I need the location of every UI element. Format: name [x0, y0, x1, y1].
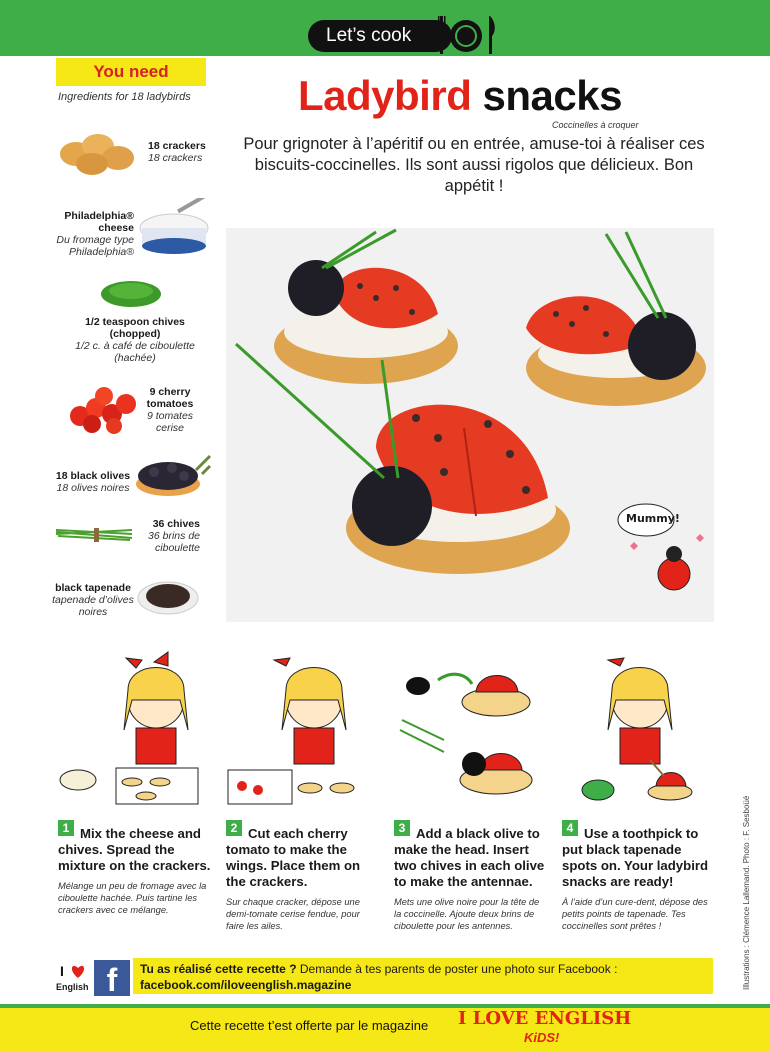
page-title: Ladybird snacks — [298, 72, 622, 119]
step-3-english: Add a black olive to make the head. Insert two chives in each olive to make the antennae. — [394, 826, 545, 889]
you-need-label: You need — [56, 58, 206, 86]
step-4-number: 4 — [562, 820, 578, 836]
intro-text: Pour grignoter à l’apéritif ou en entrée, amuse-toi à réaliser ces biscuits-coccinelles. Ils sont aussi rigolos que délicieux. Bon appétit ! — [243, 135, 705, 195]
cutlery-plate-icon — [438, 14, 502, 56]
ingredients-subtitle: Ingredients for 18 ladybirds — [58, 91, 191, 103]
black-olives-image — [132, 452, 212, 498]
step-1-number: 1 — [58, 820, 74, 836]
step-1-french: Mélange un peu de fromage avec la ciboulette hachée. Puis tartine les crackers avec ce mélange. — [58, 881, 207, 915]
brand-kids-logo: KiDS! — [524, 1030, 560, 1045]
chives-bunch-image — [54, 518, 134, 546]
facebook-question: Tu as réalisé cette recette ? Demande à tes parents de poster une photo sur Facebook : — [140, 962, 618, 976]
step-3-french: Mets une olive noire pour la tête de la coccinelle. Ajoute deux brins de ciboulette pour les antennes. — [394, 897, 540, 931]
step-2-english: Cut each cherry tomato to make the wings. Place them on the crackers. — [226, 826, 361, 889]
ingredient-black-olives: 18 black olives 18 olives noires — [55, 470, 131, 494]
ingredient-chives: 36 chives 36 brins de ciboulette — [148, 518, 200, 554]
credits-text: Illustrations : Clémence Lallemand. Photo : F. Sesboüé — [742, 795, 751, 990]
tapenade-image — [136, 576, 200, 616]
svg-text:I: I — [60, 963, 64, 979]
ingredient-cherry-tomatoes: 9 cherry tomatoes 9 tomates cerise — [146, 386, 194, 434]
ingredient-chopped-chives: 1/2 teaspoon chives (chopped) 1/2 c. à café de ciboulette (hachée) — [75, 316, 195, 364]
step-1-english: Mix the cheese and chives. Spread the mixture on the crackers. — [58, 826, 211, 873]
step-4-illustration — [560, 640, 710, 810]
cherry-tomatoes-image — [66, 382, 138, 434]
step-4-french: À l’aide d’un cure-dent, dépose des petits points de tapenade. Tes coccinelles sont prêtes ! — [562, 897, 708, 931]
step-4-english: Use a toothpick to put black tapenade spots on. Your ladybird snacks are ready! — [562, 826, 709, 889]
heart-icon — [58, 960, 94, 998]
chopped-chives-image — [98, 276, 164, 310]
speech-bubble-text: Mummy! — [626, 512, 680, 525]
lets-cook-label: Let’s cook — [308, 20, 452, 52]
ingredient-tapenade: black tapenade tapenade d’olives noires — [52, 582, 134, 618]
brand-logo: I LOVE ENGLISH — [458, 1008, 632, 1029]
step-2-illustration — [224, 640, 374, 810]
title-french: Coccinelles à croquer — [552, 120, 639, 130]
cheese-tub-image — [136, 198, 216, 256]
ingredient-cheese: Philadelphia® cheese Du fromage type Philadelphia® — [56, 210, 134, 258]
facebook-icon[interactable]: f — [94, 960, 130, 996]
step-3-number: 3 — [394, 820, 410, 836]
crackers-image — [56, 128, 142, 178]
footer-text: Cette recette t’est offerte par le magazine — [190, 1018, 429, 1033]
ladybird-snacks-photo — [226, 228, 714, 622]
facebook-link[interactable]: facebook.com/iloveenglish.magazine — [140, 978, 352, 992]
step-3-illustration — [392, 640, 542, 810]
step-2-number: 2 — [226, 820, 242, 836]
love-english-label: English — [56, 982, 89, 992]
step-1-illustration — [56, 640, 206, 810]
ingredient-crackers: 18 crackers 18 crackers — [148, 140, 206, 164]
step-2-french: Sur chaque cracker, dépose une demi-tomate cerise fendue, pour faire les ailes. — [226, 897, 360, 931]
